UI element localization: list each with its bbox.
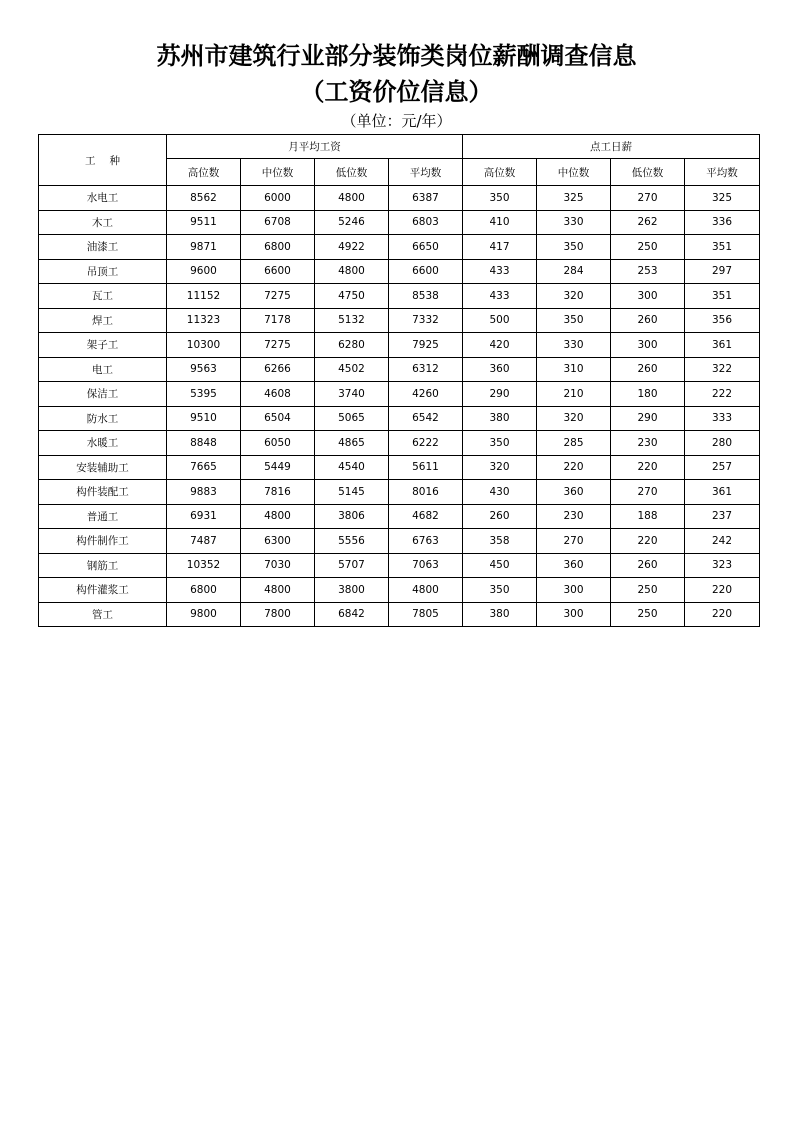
table-cell: 320	[537, 284, 611, 309]
trade-name-cell: 架子工	[39, 333, 167, 358]
table-cell: 3806	[315, 504, 389, 529]
table-cell: 5611	[389, 455, 463, 480]
table-cell: 360	[537, 480, 611, 505]
table-cell: 500	[463, 308, 537, 333]
table-cell: 6800	[167, 578, 241, 603]
table-cell: 433	[463, 284, 537, 309]
table-cell: 260	[611, 553, 685, 578]
table-cell: 4800	[389, 578, 463, 603]
page-subtitle: （工资价位信息）	[300, 77, 493, 106]
table-cell: 7665	[167, 455, 241, 480]
table-cell: 262	[611, 210, 685, 235]
table-cell: 6300	[241, 529, 315, 554]
trade-name-cell: 水暖工	[39, 431, 167, 456]
table-cell: 410	[463, 210, 537, 235]
column-header: 低位数	[611, 159, 685, 186]
table-cell: 230	[537, 504, 611, 529]
table-cell: 9600	[167, 259, 241, 284]
table-cell: 350	[463, 431, 537, 456]
column-header: 平均数	[389, 159, 463, 186]
table-cell: 260	[463, 504, 537, 529]
column-header: 中位数	[241, 159, 315, 186]
table-cell: 8538	[389, 284, 463, 309]
table-cell: 433	[463, 259, 537, 284]
table-cell: 7030	[241, 553, 315, 578]
table-cell: 4750	[315, 284, 389, 309]
table-cell: 3740	[315, 382, 389, 407]
table-row	[39, 308, 760, 333]
table-cell: 237	[685, 504, 760, 529]
table-cell: 7275	[241, 333, 315, 358]
table-cell: 350	[463, 186, 537, 211]
table-cell: 450	[463, 553, 537, 578]
table-cell: 5145	[315, 480, 389, 505]
table-cell: 280	[685, 431, 760, 456]
table-cell: 8848	[167, 431, 241, 456]
table-row	[39, 210, 760, 235]
table-cell: 6708	[241, 210, 315, 235]
trade-name-cell: 电工	[39, 357, 167, 382]
table-cell: 9510	[167, 406, 241, 431]
monthly-wage-group-header: 月平均工资	[167, 135, 463, 159]
unit-label: （单位：元/年）	[341, 112, 452, 130]
table-cell: 7063	[389, 553, 463, 578]
table-cell: 290	[463, 382, 537, 407]
table-cell: 4800	[315, 186, 389, 211]
table-cell: 11152	[167, 284, 241, 309]
table-cell: 6842	[315, 602, 389, 627]
table-cell: 5246	[315, 210, 389, 235]
table-cell: 330	[537, 333, 611, 358]
table-cell: 351	[685, 235, 760, 260]
table-cell: 300	[537, 602, 611, 627]
table-cell: 4682	[389, 504, 463, 529]
wage-table	[38, 134, 760, 627]
daily-wage-group-header: 点工日薪	[463, 135, 760, 159]
table-cell: 285	[537, 431, 611, 456]
column-header: 平均数	[685, 159, 760, 186]
table-row	[39, 186, 760, 211]
table-cell: 360	[463, 357, 537, 382]
table-cell: 5065	[315, 406, 389, 431]
table-cell: 4502	[315, 357, 389, 382]
table-cell: 9800	[167, 602, 241, 627]
table-cell: 250	[611, 235, 685, 260]
table-cell: 220	[611, 455, 685, 480]
table-row	[39, 431, 760, 456]
trade-name-cell: 安装辅助工	[39, 455, 167, 480]
table-cell: 333	[685, 406, 760, 431]
table-cell: 356	[685, 308, 760, 333]
table-cell: 350	[537, 308, 611, 333]
trade-name-cell: 油漆工	[39, 235, 167, 260]
trade-name-cell: 钢筋工	[39, 553, 167, 578]
table-cell: 351	[685, 284, 760, 309]
table-cell: 297	[685, 259, 760, 284]
table-row	[39, 382, 760, 407]
trade-name-cell: 吊顶工	[39, 259, 167, 284]
table-cell: 4865	[315, 431, 389, 456]
table-cell: 257	[685, 455, 760, 480]
table-cell: 6000	[241, 186, 315, 211]
trade-name-cell: 构件装配工	[39, 480, 167, 505]
table-cell: 210	[537, 382, 611, 407]
table-cell: 6650	[389, 235, 463, 260]
table-cell: 220	[611, 529, 685, 554]
trade-name-cell: 水电工	[39, 186, 167, 211]
table-cell: 4260	[389, 382, 463, 407]
column-header: 低位数	[315, 159, 389, 186]
trade-name-cell: 焊工	[39, 308, 167, 333]
table-cell: 380	[463, 406, 537, 431]
table-row	[39, 235, 760, 260]
table-cell: 7816	[241, 480, 315, 505]
table-cell: 8016	[389, 480, 463, 505]
table-cell: 284	[537, 259, 611, 284]
table-cell: 330	[537, 210, 611, 235]
table-cell: 310	[537, 357, 611, 382]
table-cell: 6803	[389, 210, 463, 235]
table-cell: 220	[685, 578, 760, 603]
table-cell: 6312	[389, 357, 463, 382]
table-cell: 4608	[241, 382, 315, 407]
table-cell: 6266	[241, 357, 315, 382]
trade-name-cell: 构件制作工	[39, 529, 167, 554]
table-cell: 7332	[389, 308, 463, 333]
table-cell: 7487	[167, 529, 241, 554]
table-cell: 9511	[167, 210, 241, 235]
table-cell: 5449	[241, 455, 315, 480]
table-cell: 9563	[167, 357, 241, 382]
table-cell: 4800	[241, 578, 315, 603]
table-cell: 380	[463, 602, 537, 627]
table-row	[39, 284, 760, 309]
table-cell: 6600	[241, 259, 315, 284]
table-row	[39, 602, 760, 627]
trade-name-cell: 保洁工	[39, 382, 167, 407]
table-cell: 242	[685, 529, 760, 554]
table-cell: 230	[611, 431, 685, 456]
table-cell: 320	[463, 455, 537, 480]
table-cell: 9883	[167, 480, 241, 505]
table-cell: 6222	[389, 431, 463, 456]
table-cell: 6280	[315, 333, 389, 358]
table-cell: 260	[611, 308, 685, 333]
table-row	[39, 578, 760, 603]
table-cell: 6542	[389, 406, 463, 431]
table-cell: 250	[611, 578, 685, 603]
table-row	[39, 504, 760, 529]
table-cell: 6931	[167, 504, 241, 529]
table-cell: 361	[685, 480, 760, 505]
column-header: 中位数	[537, 159, 611, 186]
trade-name-cell: 普通工	[39, 504, 167, 529]
table-cell: 270	[611, 186, 685, 211]
table-group-header-row	[39, 135, 760, 159]
page-title: 苏州市建筑行业部分装饰类岗位薪酬调查信息	[156, 41, 637, 70]
trade-name-cell: 管工	[39, 602, 167, 627]
table-cell: 4800	[241, 504, 315, 529]
table-cell: 5395	[167, 382, 241, 407]
table-cell: 4800	[315, 259, 389, 284]
table-row	[39, 455, 760, 480]
table-cell: 5707	[315, 553, 389, 578]
table-cell: 6504	[241, 406, 315, 431]
table-cell: 6050	[241, 431, 315, 456]
table-cell: 6387	[389, 186, 463, 211]
table-cell: 270	[537, 529, 611, 554]
table-row	[39, 333, 760, 358]
table-cell: 188	[611, 504, 685, 529]
table-cell: 325	[537, 186, 611, 211]
table-cell: 4922	[315, 235, 389, 260]
table-row	[39, 357, 760, 382]
trade-name-cell: 木工	[39, 210, 167, 235]
table-cell: 6600	[389, 259, 463, 284]
table-cell: 4540	[315, 455, 389, 480]
table-cell: 360	[537, 553, 611, 578]
table-cell: 300	[611, 284, 685, 309]
table-cell: 322	[685, 357, 760, 382]
trade-name-cell: 构件灌浆工	[39, 578, 167, 603]
table-cell: 325	[685, 186, 760, 211]
column-header: 高位数	[167, 159, 241, 186]
table-cell: 222	[685, 382, 760, 407]
trade-column-header: 工种	[39, 135, 167, 186]
table-cell: 6763	[389, 529, 463, 554]
table-cell: 300	[611, 333, 685, 358]
trade-name-cell: 瓦工	[39, 284, 167, 309]
table-row	[39, 259, 760, 284]
table-cell: 6800	[241, 235, 315, 260]
table-cell: 361	[685, 333, 760, 358]
table-cell: 10352	[167, 553, 241, 578]
table-cell: 11323	[167, 308, 241, 333]
table-cell: 3800	[315, 578, 389, 603]
trade-name-cell: 防水工	[39, 406, 167, 431]
table-cell: 323	[685, 553, 760, 578]
table-row	[39, 553, 760, 578]
table-cell: 300	[537, 578, 611, 603]
table-cell: 270	[611, 480, 685, 505]
table-row	[39, 529, 760, 554]
table-cell: 7800	[241, 602, 315, 627]
table-cell: 180	[611, 382, 685, 407]
table-cell: 10300	[167, 333, 241, 358]
table-row	[39, 480, 760, 505]
table-cell: 290	[611, 406, 685, 431]
table-cell: 7275	[241, 284, 315, 309]
table-cell: 260	[611, 357, 685, 382]
table-cell: 336	[685, 210, 760, 235]
table-cell: 350	[463, 578, 537, 603]
table-cell: 5132	[315, 308, 389, 333]
column-header: 高位数	[463, 159, 537, 186]
table-cell: 7925	[389, 333, 463, 358]
table-cell: 430	[463, 480, 537, 505]
table-cell: 220	[537, 455, 611, 480]
table-cell: 358	[463, 529, 537, 554]
table-cell: 7178	[241, 308, 315, 333]
table-cell: 5556	[315, 529, 389, 554]
table-cell: 420	[463, 333, 537, 358]
table-cell: 253	[611, 259, 685, 284]
table-cell: 8562	[167, 186, 241, 211]
table-cell: 350	[537, 235, 611, 260]
table-cell: 320	[537, 406, 611, 431]
table-cell: 220	[685, 602, 760, 627]
table-row	[39, 406, 760, 431]
table-cell: 9871	[167, 235, 241, 260]
table-cell: 7805	[389, 602, 463, 627]
table-cell: 250	[611, 602, 685, 627]
table-cell: 417	[463, 235, 537, 260]
